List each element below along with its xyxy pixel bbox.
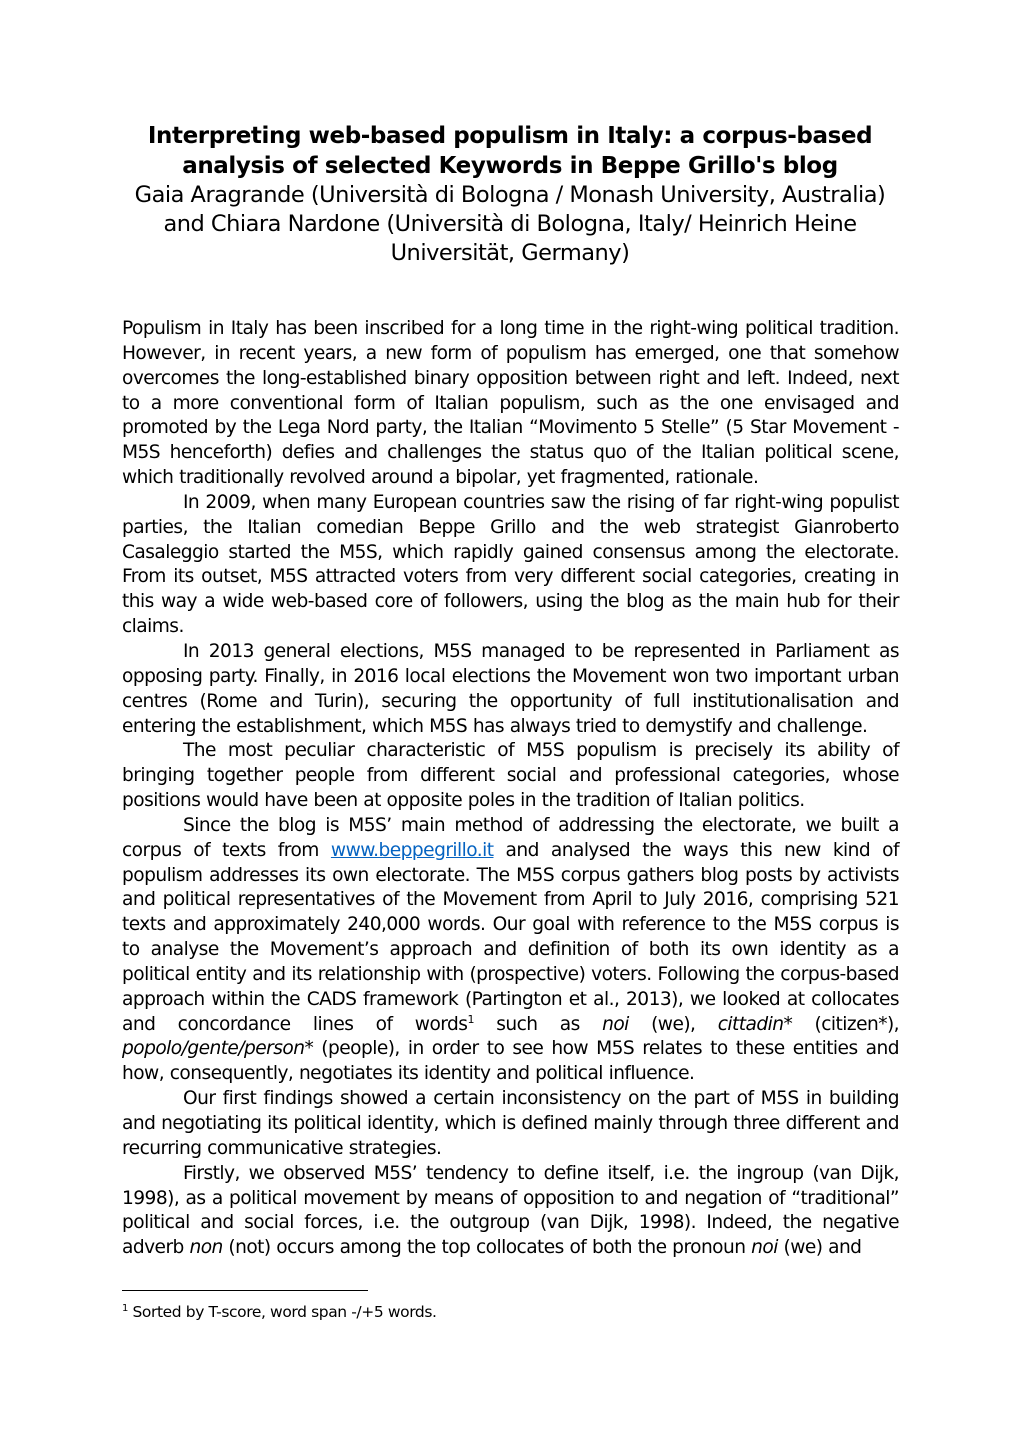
paragraph-text: (we) and xyxy=(777,1237,862,1259)
paragraph-text: (people), in order to see how M5S relates to these entities and how, consequently, negotiates its identity and political influence. xyxy=(122,1038,899,1085)
paragraph-text: (citizen*), xyxy=(792,1013,900,1035)
footnote-text: Sorted by T-score, word span -/+5 words. xyxy=(127,1303,437,1321)
italic-term: popolo/gente/person* xyxy=(122,1038,314,1060)
paragraph xyxy=(122,1162,899,1261)
paragraph xyxy=(122,814,899,1087)
paragraph-text: In 2013 general elections, M5S managed to be represented in Parliament as opposing party. Finally, in 2016 local elections the Movement won two important urban centres (Rome and Turin), securing the opportunity of full institutionalisation and entering the establishment, which M5S has always tried to demystify and challenge. xyxy=(122,640,899,737)
authors: Gaia Aragrande (Università di Bologna / Monash University, Australia) and Chiara Nardone (Università di Bologna, Italy/ Heinrich Heine Universität, Germany) xyxy=(134,182,886,266)
paragraph-text: and analysed the ways this new kind of populism addresses its own electorate. The M5S corpus gathers blog posts by activists and political representatives of the Movement from April to July 2016, comprising 521 texts and approximately 240,000 words. Our goal with reference to the M5S corpus is to analyse the Movement’s approach and definition of both its own identity as a political entity and its relationship with (prospective) voters. Following the corpus-based approach within the CADS framework (Partington et al., 2013), we looked at collocates and concordance lines of words xyxy=(122,839,900,1035)
document-body xyxy=(122,317,899,1261)
title-line: Interpreting web-based populism in Italy: a corpus-based xyxy=(147,123,873,149)
italic-term: noi xyxy=(751,1237,778,1259)
italic-term: non xyxy=(189,1237,223,1259)
paragraph xyxy=(122,1087,899,1162)
paragraph-text: (not) occurs among the top collocates of both the pronoun xyxy=(222,1237,752,1259)
paragraph xyxy=(122,317,899,491)
title-line: analysis of selected Keywords in Beppe Grillo's blog xyxy=(182,152,838,179)
footnote-marker: 1 xyxy=(122,1302,128,1314)
paragraph-text: Since the blog is M5S’ main method of addressing the electorate, we built a corpus of texts from xyxy=(122,814,899,861)
paragraph-text: The most peculiar characteristic of M5S populism is precisely its ability of bringing together people from different social and professional categories, whose positions would have been at opposite poles in the tradition of Italian politics. xyxy=(122,740,899,812)
paragraph-text: Our first findings showed a certain inconsistency on the part of M5S in building and negotiating its political identity, which is defined mainly through three different and recurring communicative strategies. xyxy=(122,1088,899,1159)
paragraph xyxy=(122,491,899,640)
blog-link[interactable]: www.beppegrillo.it xyxy=(330,839,494,861)
paragraph xyxy=(122,739,899,814)
footnote xyxy=(122,1302,437,1322)
paragraph-text: In 2009, when many European countries saw the rising of far right-wing populist parties, the Italian comedian Beppe Grillo and the web strategist Gianroberto Casaleggio started the M5S, which rapidly gained consensus among the electorate. From its outset, M5S attracted voters from very different social categories, creating in this way a wide web-based core of followers, using the blog as the main hub for their claims. xyxy=(122,491,899,638)
footnote-ref[interactable]: 1 xyxy=(467,1012,474,1026)
paragraph-text: Firstly, we observed M5S’ tendency to define itself, i.e. the ingroup (van Dijk, 1998), as a political movement by means of opposition to and negation of “traditional” political and social forces, i.e. the outgroup (van Dijk, 1998). Indeed, the negative adverb xyxy=(122,1162,899,1259)
paragraph xyxy=(122,640,899,739)
paragraph-text: (we), xyxy=(628,1013,718,1035)
paragraph-text: Populism in Italy has been inscribed for a long time in the right-wing political tradition. However, in recent years, a new form of populism has emerged, one that somehow overcomes the long-established binary opposition between right and left. Indeed, next to a more conventional form of Italian populism, such as the one envisaged and promoted by the Lega Nord party, the Italian “Movimento 5 Stelle” (5 Star Movement - M5S henceforth) defies and challenges the status quo of the Italian political scene, which traditionally revolved around a bipolar, yet fragmented, rationale. xyxy=(122,318,899,489)
italic-term: noi xyxy=(602,1013,629,1035)
footnote-divider xyxy=(122,1290,368,1291)
document-title xyxy=(120,122,900,181)
italic-term: cittadin* xyxy=(717,1013,793,1035)
paragraph-text: such as xyxy=(473,1013,603,1035)
